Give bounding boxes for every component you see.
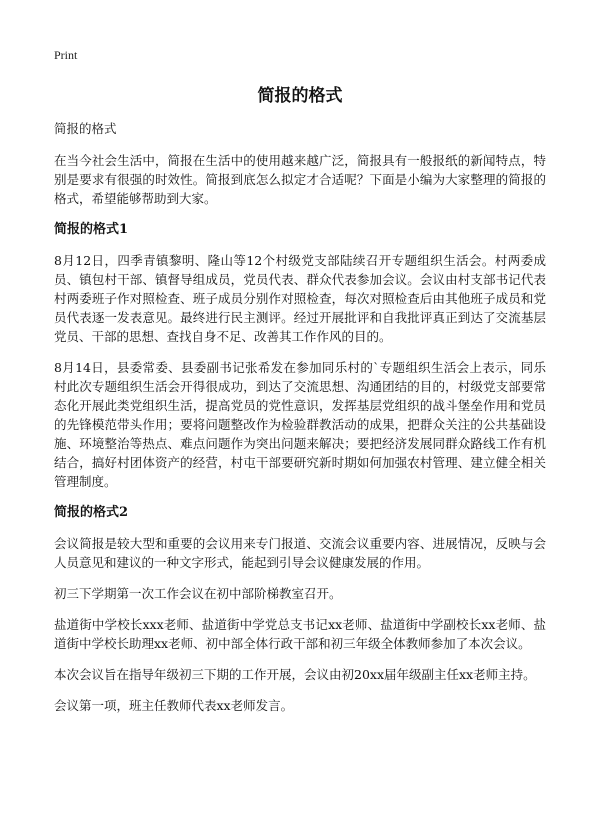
paragraph: 会议第一项，班主任教师代表xx老师发言。 <box>54 698 294 713</box>
document-subtitle: 简报的格式 <box>54 121 117 136</box>
paragraph: 8月14日，县委常委、县委副书记张希发在参加同乐村的`专题组织生活会上表示，同乐村此次专题组织生活会开得很成功，到达了交流思想、沟通团结的目的，村级党支部要常态化开展此类党组织生活，提高党员的党性意识，发挥基层党组织的战斗堡垒作用和党员的先锋模范带头作用；要将问题整改作为检验群教活动的成果，把群众关注的公共基础设施、环境整治等热点、难点问题作为突出问题来解决；要把经济发展同群众路线工作有机结合，搞好村团体资产的经营，村屯干部要研究新时期如何加强农村管理、建立健全相关管理制度。 <box>54 360 546 489</box>
paragraph: 本次会议旨在指导年级初三下期的工作开展，会议由初20xx届年级副主任xx老师主持。 <box>54 667 536 682</box>
page-title: 简报的格式 <box>257 86 343 106</box>
paragraph: 盐道街中学校长xxx老师、盐道街中学党总支书记xx老师、盐道街中学副校长xx老师、盐道街中学校长助理xx老师、初中部全体行政干部和初三年级全体教师参加了本次会议。 <box>54 617 546 651</box>
intro-paragraph: 在当今社会生活中，简报在生活中的使用越来越广泛，简报具有一般报纸的新闻特点，特别是要求有很强的时效性。简报到底怎么拟定才合适呢？下面是小编为大家整理的简报的格式，希望能够帮助到大家。 <box>54 153 546 206</box>
paragraph: 会议简报是较大型和重要的会议用来专门报道、交流会议重要内容、进展情况，反映与会人员意见和建议的一种文字形式，能起到引导会议健康发展的作用。 <box>54 536 546 570</box>
paragraph: 初三下学期第一次工作会议在初中部阶梯教室召开。 <box>54 586 342 601</box>
section-heading-2: 简报的格式2 <box>54 505 129 520</box>
section-heading-1: 简报的格式1 <box>54 222 129 237</box>
print-link[interactable]: Print <box>54 48 78 62</box>
paragraph: 8月12日，四季青镇黎明、隆山等12个村级党支部陆续召开专题组织生活会。村两委成员、镇包村干部、镇督导组成员，党员代表、群众代表参加会议。会议由村支部书记代表村两委班子作对照检查、班子成员分别作对照检查，每次对照检查后由其他班子成员和党员代表逐一发表意见。最终进行民主测评。经过开展批评和自我批评真正到达了交流基层党员、干部的思想、查找自身不足、改善其工作作风的目的。 <box>54 253 546 344</box>
